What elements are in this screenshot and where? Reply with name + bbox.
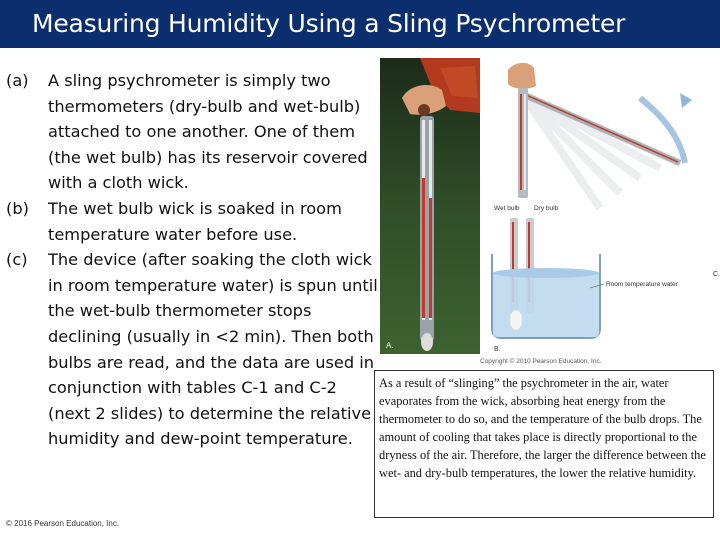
photo-sling-psychrometer: [380, 58, 480, 354]
bullet-text: The wet bulb wick is soaked in room temperature water before use.: [48, 198, 342, 244]
bullet-text: The device (after soaking the cloth wick in room temperature water) is spun until the wet-bulb thermometer stops declining (usually in <2 min). Then both bulbs are read, and the data are used in conjunction with tables C-1 and C-2 (next 2 slides) to determine the relative humidity and dew-point temperature.: [48, 250, 378, 449]
dry-bulb-label: Dry bulb: [534, 205, 559, 212]
label-b: B.: [494, 346, 501, 353]
bullet-list: [6, 68, 378, 452]
psychrometer-figure: [380, 58, 720, 370]
bullet-marker: (b): [6, 198, 29, 218]
slide-title: Measuring Humidity Using a Sling Psychrometer: [32, 9, 626, 38]
caption-text: As a result of “slinging” the psychrometer in the air, water evaporates from the wick, absorbing heat energy from the thermometer to do so, and the temperature of the bulb drops. The amount of cooling that takes place is directly proportional to the dryness of the air. Therefore, the larger the difference between the wet- and dry-bulb temperatures, the lower the relative humidity.: [379, 376, 706, 480]
caption-box: [374, 370, 714, 518]
figure-copyright: Copyright © 2010 Pearson Education, Inc.: [480, 358, 602, 365]
title-bar: [0, 0, 720, 48]
label-a: A.: [386, 341, 394, 350]
diagram-panel: [490, 58, 720, 358]
photo-illustration: [380, 58, 480, 354]
publisher-credit: © 2016 Pearson Education, Inc.: [6, 519, 120, 528]
bullet-text: A sling psychrometer is simply two thermometers (dry-bulb and wet-bulb) attached to one another. One of them (the wet bulb) has its reservoir covered with a cloth wick.: [48, 71, 368, 193]
bullet-marker: (a): [6, 71, 29, 90]
diagram-illustration: [490, 58, 720, 358]
bullet-b: [6, 196, 378, 247]
bullet-a: [6, 68, 378, 196]
water-label: Room temperature water: [606, 281, 678, 288]
wet-bulb-label: Wet bulb: [494, 205, 520, 212]
bullet-c: [6, 247, 378, 452]
label-c: C.: [713, 271, 720, 278]
bullet-marker: (c): [6, 250, 28, 270]
